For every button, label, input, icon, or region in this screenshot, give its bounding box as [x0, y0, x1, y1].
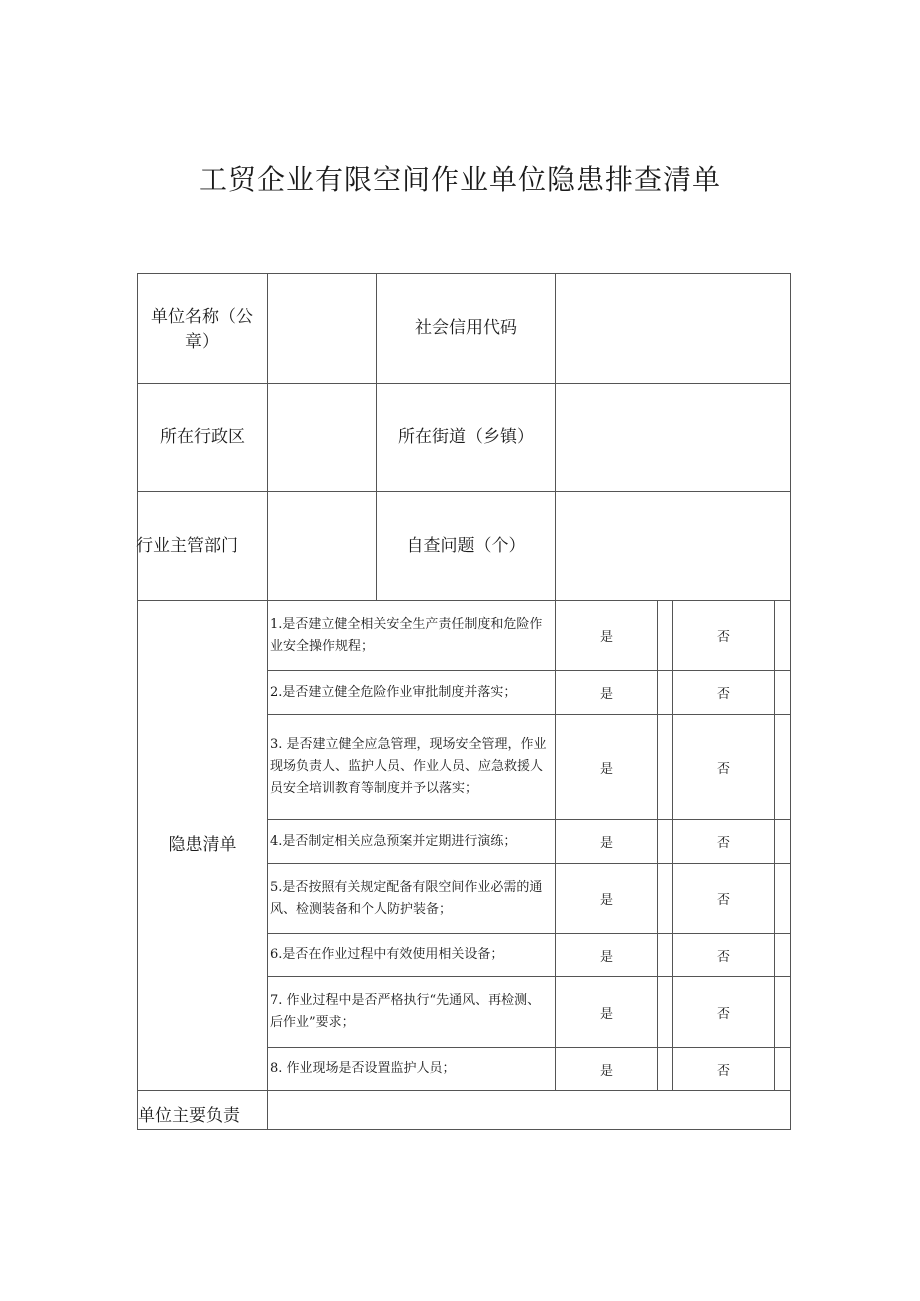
hazard-item-2: 2.是否建立健全危险作业审批制度并落实； — [270, 684, 517, 700]
principal-label: 单位主要负责 — [138, 1106, 240, 1126]
page-title: 工贸企业有限空间作业单位隐患排查清单 — [198, 163, 721, 196]
hazard-item-1: 1.是否建立健全相关安全生产责任制度和危险作业安全操作规程； — [270, 616, 543, 654]
yes-option-6[interactable]: 是 — [599, 949, 613, 965]
yes-option-4[interactable]: 是 — [599, 836, 613, 851]
no-option-8[interactable]: 否 — [716, 1063, 730, 1079]
yes-option-7[interactable]: 是 — [599, 1006, 613, 1022]
hazard-item-4: 4.是否制定相关应急预案并定期进行演练； — [270, 833, 517, 849]
no-option-5[interactable]: 否 — [716, 893, 730, 908]
col-divider — [774, 600, 775, 1091]
hazard-item-7: 7. 作业过程中是否严格执行“先通风、再检测、后作业”要求； — [270, 993, 541, 1030]
self-check-label: 自查问题（个） — [406, 535, 526, 556]
col-divider — [657, 600, 658, 1091]
no-option-1[interactable]: 否 — [716, 630, 730, 645]
credit-code-label: 社会信用代码 — [415, 318, 517, 338]
hazard-item-6: 6.是否在作业过程中有效使用相关设备； — [270, 947, 504, 962]
no-option-3[interactable]: 否 — [716, 761, 730, 777]
hazard-item-3: 3. 是否建立健全应急管理，现场安全管理，作业现场负责人、监护人员、作业人员、应急救援人员安全培训教育等制度并予以落实； — [270, 737, 547, 796]
yes-option-3[interactable]: 是 — [599, 761, 613, 777]
street-label: 所在街道（乡镇） — [398, 427, 534, 447]
yes-option-5[interactable]: 是 — [599, 893, 613, 908]
no-option-7[interactable]: 否 — [716, 1006, 730, 1022]
yes-option-1[interactable]: 是 — [599, 630, 613, 645]
district-label: 所在行政区 — [160, 427, 245, 447]
no-option-2[interactable]: 否 — [716, 687, 730, 702]
yes-option-2[interactable]: 是 — [599, 687, 613, 702]
hazard-item-5: 5.是否按照有关规定配备有限空间作业必需的通风、检测装备和个人防护装备； — [270, 879, 543, 917]
unit-name-label: 单位名称（公章） — [151, 307, 253, 352]
table-border-right — [790, 273, 791, 1130]
hazard-section-label: 隐患清单 — [168, 835, 237, 855]
row-divider — [137, 1090, 791, 1091]
dept-label: 行业主管部门 — [136, 535, 238, 556]
no-option-6[interactable]: 否 — [716, 949, 730, 965]
table-border-bottom — [137, 1129, 791, 1130]
hazard-item-8: 8. 作业现场是否设置监护人员； — [270, 1061, 456, 1076]
no-option-4[interactable]: 否 — [716, 836, 730, 851]
yes-option-8[interactable]: 是 — [599, 1063, 613, 1079]
